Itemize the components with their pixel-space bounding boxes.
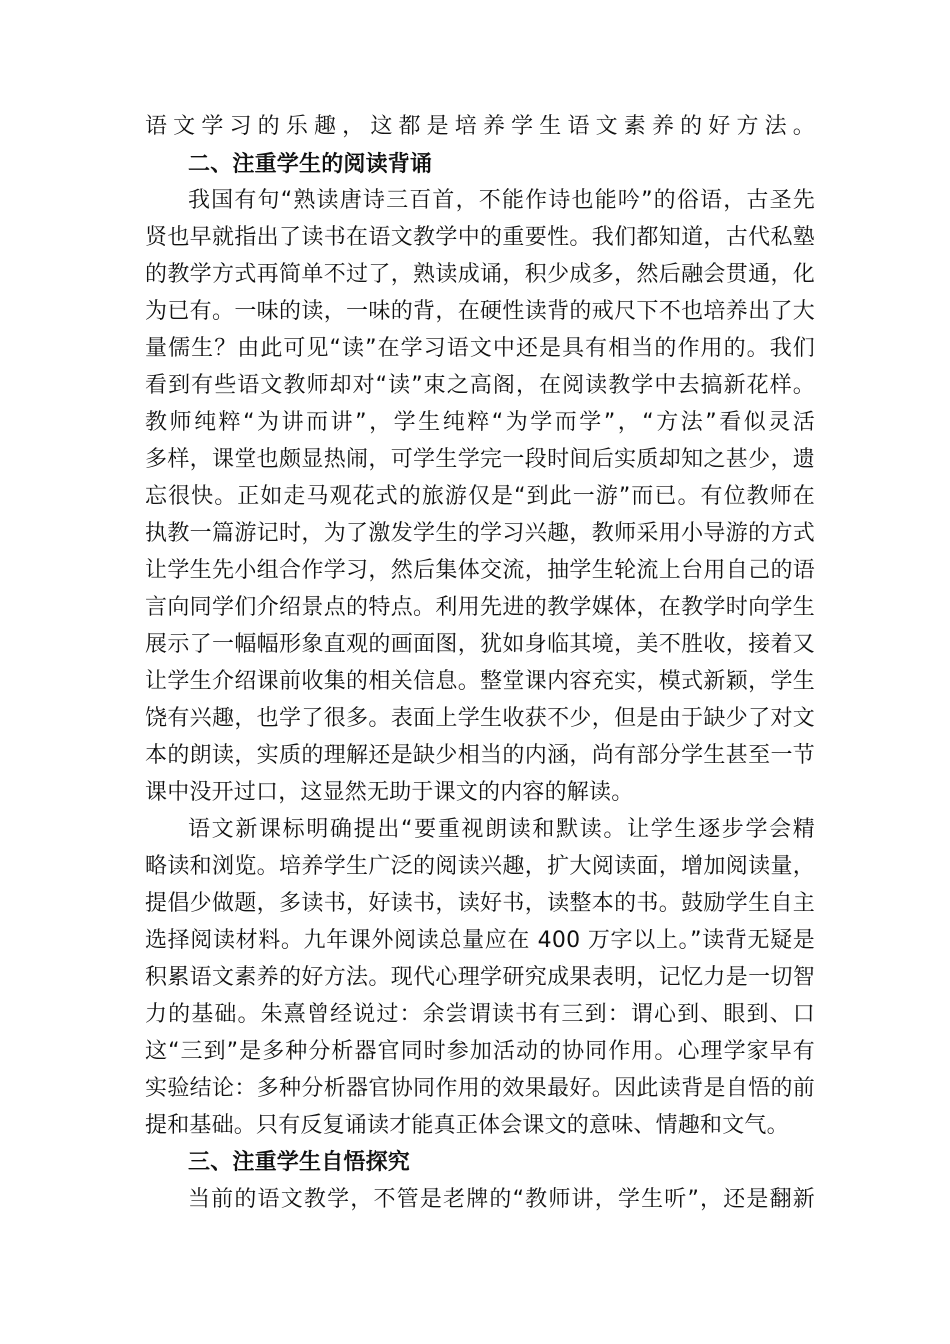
paragraph-line: 让学生先小组合作学习，然后集体交流，抽学生轮流上台用自己的语 — [145, 558, 815, 583]
paragraph-line: 执教一篇游记时，为了激发学生的学习兴趣，教师采用小导游的方式 — [145, 521, 815, 546]
paragraph-line: 多样，课堂也颇显热闹，可学生学完一段时间后实质却知之甚少，遗 — [145, 447, 815, 472]
paragraph-line: 我国有句“熟读唐诗三百首，不能作诗也能吟”的俗语，古圣先 — [188, 188, 815, 213]
paragraph-line: 为已有。一味的读，一味的背，在硬性读背的戒尺下不也培养出了大 — [145, 299, 815, 324]
paragraph-line: 教师纯粹“为讲而讲”，学生纯粹“为学而学”，“方法”看似灵活 — [145, 410, 815, 435]
paragraph-line: 量儒生？由此可见“读”在学习语文中还是具有相当的作用的。我们 — [145, 336, 815, 361]
paragraph-line: 贤也早就指出了读书在语文教学中的重要性。我们都知道，古代私塾 — [145, 225, 815, 250]
section-heading: 二、注重学生的阅读背诵 — [188, 152, 433, 177]
paragraph-line: 的教学方式再简单不过了，熟读成诵，积少成多，然后融会贯通，化 — [145, 262, 815, 287]
paragraph-line: 本的朗读，实质的理解还是缺少相当的内涵，尚有部分学生甚至一节 — [145, 743, 815, 768]
paragraph-line: 选择阅读材料。九年课外阅读总量应在 400 万字以上。”读背无疑是 — [145, 928, 815, 953]
paragraph-line: 提倡少做题，多读书，好读书，读好书，读整本的书。鼓励学生自主 — [145, 891, 815, 916]
paragraph-line: 略读和浏览。培养学生广泛的阅读兴趣，扩大阅读面，增加阅读量， — [145, 854, 815, 879]
paragraph-line: 语文学习的乐趣，这都是培养学生语文素养的好方法。 — [145, 114, 815, 139]
paragraph-line: 这“三到”是多种分析器官同时参加活动的协同作用。心理学家早有 — [145, 1039, 815, 1064]
paragraph-line: 忘很快。正如走马观花式的旅游仅是“到此一游”而已。有位教师在 — [145, 484, 815, 509]
paragraph-line: 提和基础。只有反复诵读才能真正体会课文的意味、情趣和文气。 — [145, 1113, 789, 1138]
paragraph-line: 言向同学们介绍景点的特点。利用先进的教学媒体，在教学时向学生 — [145, 595, 815, 620]
paragraph-line: 让学生介绍课前收集的相关信息。整堂课内容充实，模式新颖，学生 — [145, 669, 815, 694]
section-heading: 三、注重学生自悟探究 — [188, 1150, 411, 1175]
paragraph-line: 展示了一幅幅形象直观的画面图，犹如身临其境，美不胜收，接着又 — [145, 632, 815, 657]
paragraph-line: 饶有兴趣，也学了很多。表面上学生收获不少，但是由于缺少了对文 — [145, 706, 815, 731]
paragraph-line: 当前的语文教学，不管是老牌的“教师讲，学生听”，还是翻新 — [188, 1187, 815, 1212]
paragraph-line: 力的基础。朱熹曾经说过：余尝谓读书有三到：谓心到、眼到、口 — [145, 1002, 815, 1027]
paragraph-line: 积累语文素养的好方法。现代心理学研究成果表明，记忆力是一切智 — [145, 965, 815, 990]
paragraph-line: 语文新课标明确提出“要重视朗读和默读。让学生逐步学会精 — [188, 817, 815, 842]
paragraph-line: 课中没开过口，这显然无助于课文的内容的解读。 — [145, 780, 634, 805]
paragraph-line: 看到有些语文教师却对“读”束之高阁，在阅读教学中去搞新花样。 — [145, 373, 815, 398]
paragraph-line: 实验结论：多种分析器官协同作用的效果最好。因此读背是自悟的前 — [145, 1076, 815, 1101]
